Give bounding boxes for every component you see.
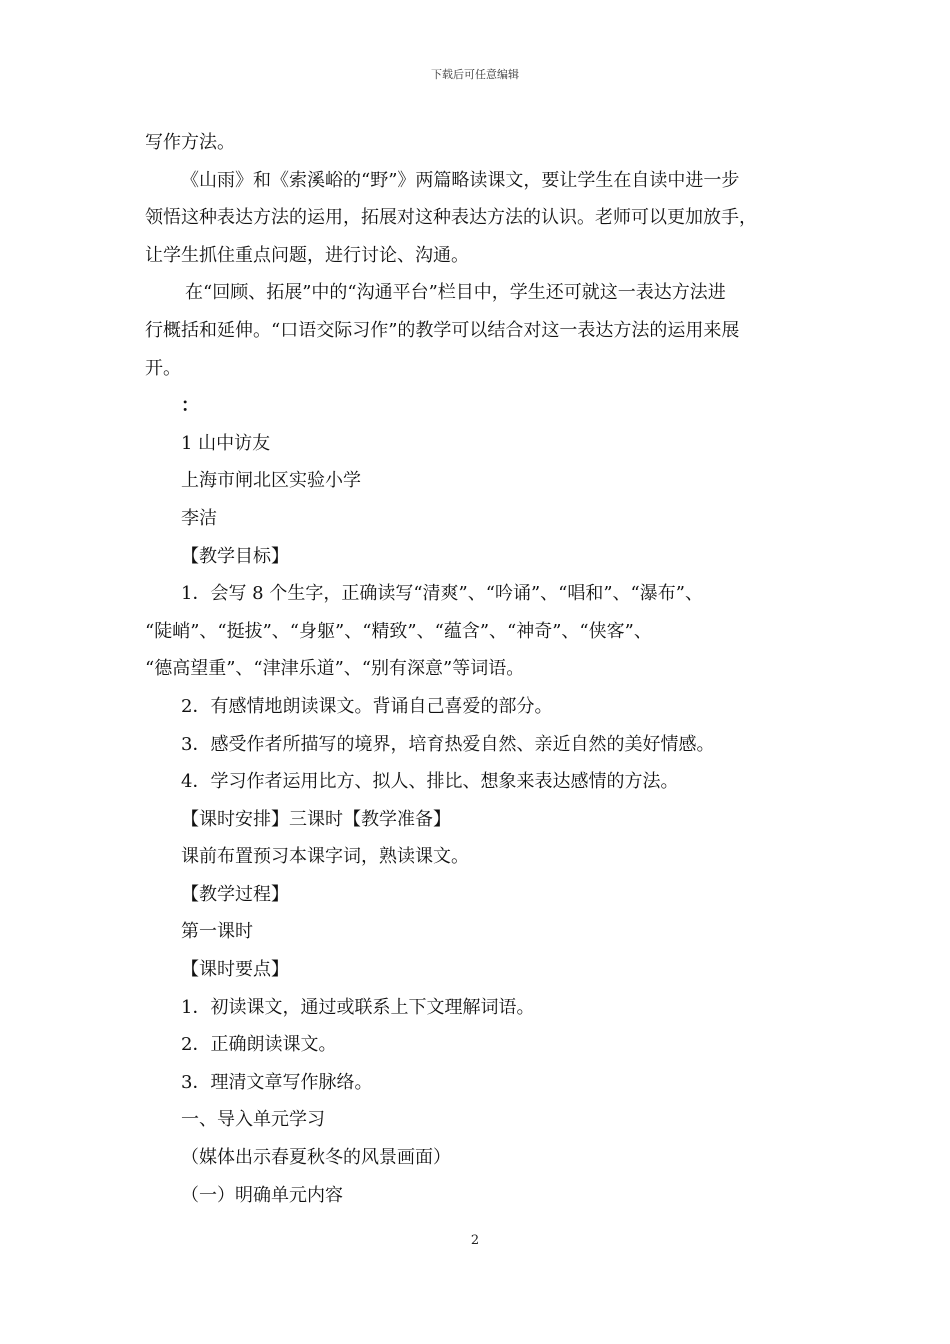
goal-item: 1．会写 8 个生字，正确读写“清爽”、“吟诵”、“唱和”、“瀑布”、 (181, 583, 703, 605)
goal-item: 2．有感情地朗读课文。背诵自己喜爱的部分。 (181, 695, 553, 717)
preparation-text: 课前布置预习本课字词，熟读课文。 (181, 846, 469, 868)
section-heading-process: 【教学过程】 (181, 883, 289, 905)
section-heading-goals: 【教学目标】 (181, 545, 289, 567)
paragraph-line: 行概括和延伸。“口语交际习作”的教学可以结合对这一表达方法的运用来展 (145, 319, 740, 341)
keypoint-item: 2．正确朗读课文。 (181, 1034, 337, 1056)
goal-item: 3．感受作者所描写的境界，培育热爱自然、亲近自然的美好情感。 (181, 733, 715, 755)
step-heading: 一、导入单元学习 (181, 1109, 325, 1131)
paragraph-line: 《山雨》和《索溪峪的“野”》两篇略读课文，要让学生在自读中进一步 (181, 169, 740, 191)
lesson-period-label: 第一课时 (181, 921, 253, 943)
goal-item-continued: “陡峭”、“挺拔”、“身躯”、“精致”、“蕴含”、“神奇”、“侠客”、 (145, 620, 652, 642)
goal-item: 4．学习作者运用比方、拟人、排比、想象来表达感情的方法。 (181, 771, 679, 793)
author-name: 李洁 (181, 507, 217, 529)
colon-mark: ： (181, 395, 199, 417)
paragraph-line: 开。 (145, 357, 181, 379)
school-name: 上海市闸北区实验小学 (181, 470, 361, 492)
paragraph-line: 让学生抓住重点问题，进行讨论、沟通。 (145, 244, 469, 266)
sub-step-heading: （一）明确单元内容 (181, 1184, 343, 1206)
paragraph-line: 写作方法。 (145, 132, 235, 153)
section-heading-schedule: 【课时安排】三课时【教学准备】 (181, 808, 451, 830)
goal-item-continued: “德高望重”、“津津乐道”、“别有深意”等词语。 (145, 658, 525, 680)
paragraph-line: 领悟这种表达方法的运用，拓展对这种表达方法的认识。老师可以更加放手， (145, 207, 757, 229)
keypoint-item: 1．初读课文，通过或联系上下文理解词语。 (181, 996, 535, 1018)
lesson-title: 1 山中访友 (181, 432, 271, 454)
keypoint-item: 3．理清文章写作脉络。 (181, 1071, 373, 1093)
page-header-note: 下载后可任意编辑 (431, 68, 519, 81)
page-number: 2 (470, 1233, 480, 1248)
section-heading-keypoints: 【课时要点】 (181, 959, 289, 981)
paragraph-line: 在“回顾、拓展”中的“沟通平台”栏目中，学生还可就这一表达方法进 (185, 282, 726, 304)
media-note: （媒体出示春夏秋冬的风景画面） (181, 1147, 451, 1169)
document-body (145, 124, 817, 1214)
